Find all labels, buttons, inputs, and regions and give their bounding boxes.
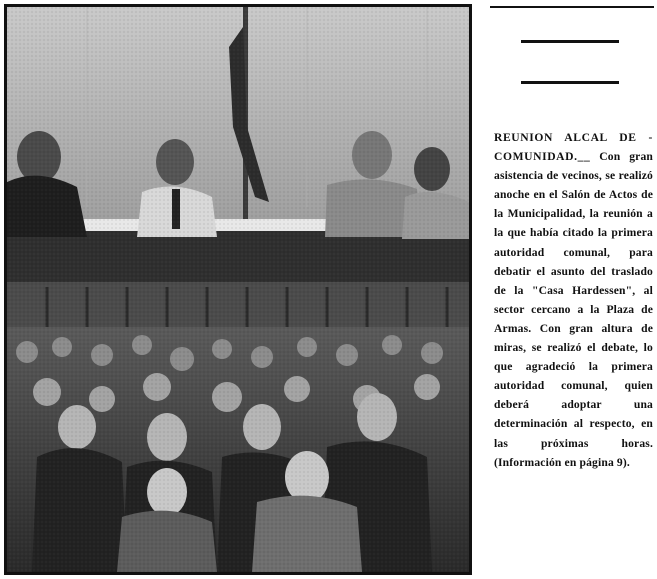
photo-caption	[494, 128, 653, 472]
divider-rule	[521, 40, 619, 43]
caption-body: Con gran asistencia de vecinos, se realizó anoche en el Salón de Actos de la Municipalidad, la reunión a la que había citado la primera autoridad comunal, para debatir el asunto del traslado de la "Casa Hardessen", al sector cercano a la Plaza de Armas. Con gran altura de miras, se realizó el debate, lo que agradeció la primera autoridad comunal, quien deberá adoptar una determinación al respecto, en las próximas horas. (Información en página 9).	[494, 150, 653, 469]
divider-rule	[521, 81, 619, 84]
caption-heading: REUNION ALCAL DE - COMUNIDAD.__	[494, 131, 653, 164]
top-rule	[490, 6, 654, 8]
meeting-photo-illustration	[7, 7, 469, 572]
meeting-photo	[4, 4, 472, 575]
